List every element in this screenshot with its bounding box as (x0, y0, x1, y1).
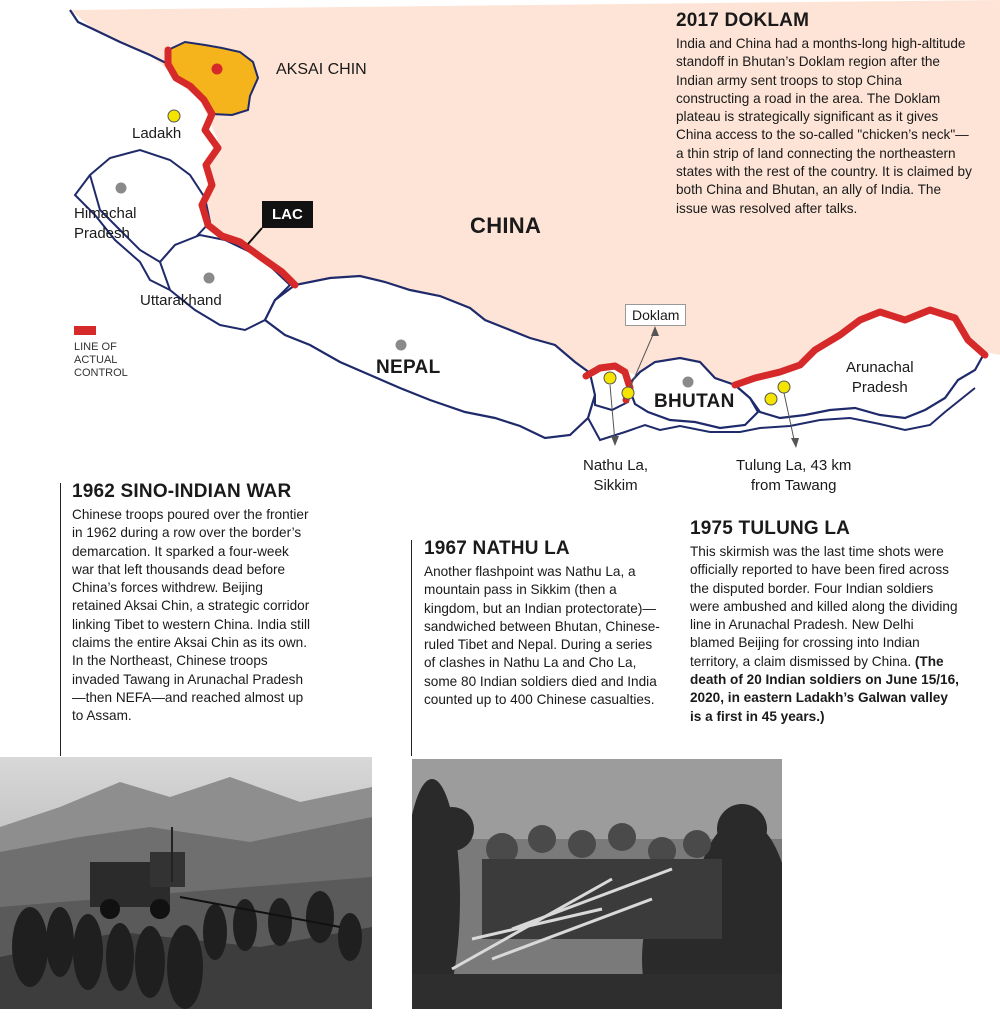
doklam-marker (622, 387, 634, 399)
ladakh-label: Ladakh (132, 125, 182, 142)
ladakh-marker (168, 110, 180, 122)
china-label: CHINA (470, 213, 542, 238)
nepal-label: NEPAL (376, 357, 441, 378)
lac-legend-label: LINE OF ACTUAL CONTROL (74, 341, 128, 379)
tulung-la-1975-box (690, 518, 960, 726)
nathu-la-1967-rule (411, 540, 412, 756)
uttarakhand-marker (204, 273, 215, 284)
nathu-la-1967-title: 1967 NATHU LA (424, 538, 570, 559)
himachal-marker (116, 183, 127, 194)
photo-1962-soldiers-pulling-truck (0, 757, 372, 1009)
nathu-la-arrowhead (611, 436, 619, 446)
himachal-label: Himachal Pradesh (74, 205, 137, 242)
war-1962-box (72, 481, 314, 726)
photo-1967-troops-bayonets (412, 759, 782, 1009)
lac-legend-swatch (74, 326, 96, 335)
lac-tag: LAC (262, 201, 313, 228)
tulung-la-arrowhead (791, 438, 799, 448)
arunachal-label: Arunachal Pradesh (846, 359, 914, 396)
tulung-la-label: Tulung La, 43 km from Tawang (736, 457, 852, 494)
tulung-la-1975-body: This skirmish was the last time shots were officially reported to have been fired across the disputed border. Four Indian soldiers were ambushed and killed along the dividing line in Arunachal Pradesh. New Delhi blamed Beijing for crossing into Indian territory, a claim dismissed by China. (690, 544, 958, 669)
nathu-la-label: Nathu La, Sikkim (583, 457, 649, 494)
uttarakhand-label: Uttarakhand (140, 292, 222, 309)
bhutan-label: BHUTAN (654, 391, 735, 412)
doklam-label: Doklam (625, 304, 686, 326)
tulung-la-1975-title: 1975 TULUNG LA (690, 518, 851, 539)
aksai-chin-marker (212, 64, 223, 75)
war-1962-body: Chinese troops poured over the frontier in 1962 during a row over the border’s demarcation. It sparked a four-week war that left thousands dead before China’s forces withdrew. Beijing retained Aksai Chin, a strategic corridor linking Tibet to western China. India still claims the entire Aksai Chin as its own. In the Northeast, Chinese troops invaded Tawang in Arunachal Pradesh—then NEFA—and reached almost up to Assam. (72, 507, 311, 724)
tulung-la-marker-2 (765, 393, 777, 405)
nepal-marker (396, 340, 407, 351)
tulung-la-1975-note: (The death of 20 Indian soldiers on June 15/16, 2020, in eastern Ladakh’s Galwan valley is a first in 45 years.) (690, 653, 959, 724)
bhutan-marker (683, 377, 694, 388)
nathu-la-marker (604, 372, 616, 384)
doklam-2017-title: 2017 DOKLAM (676, 10, 810, 31)
war-1962-rule (60, 483, 61, 756)
tulung-la-marker-1 (778, 381, 790, 393)
doklam-2017-body: India and China had a months-long high-altitude standoff in Bhutan’s Doklam region after the Indian army sent troops to stop China constructing a road in the area. The Doklam plateau is strategically significant as it gives China access to the so-called "chicken’s neck"—a thin strip of land connecting the northeastern states with the rest of the country. It is claimed by both China and Bhutan, an ally of India. The issue was resolved after talks. (676, 36, 972, 216)
doklam-2017-box (676, 10, 976, 218)
war-1962-title: 1962 SINO-INDIAN WAR (72, 481, 292, 502)
nathu-la-1967-body: Another flashpoint was Nathu La, a mountain pass in Sikkim (then a kingdom, but an Indian protectorate)—sandwiched between Bhutan, Chinese-ruled Tibet and Nepal. During a series of clashes in Nathu La and Cho La, some 80 Indian soldiers died and India counted up to 400 Chinese casualties. (424, 564, 660, 708)
aksai-chin-label: AKSAI CHIN (276, 61, 367, 78)
nathu-la-1967-box (424, 538, 660, 709)
